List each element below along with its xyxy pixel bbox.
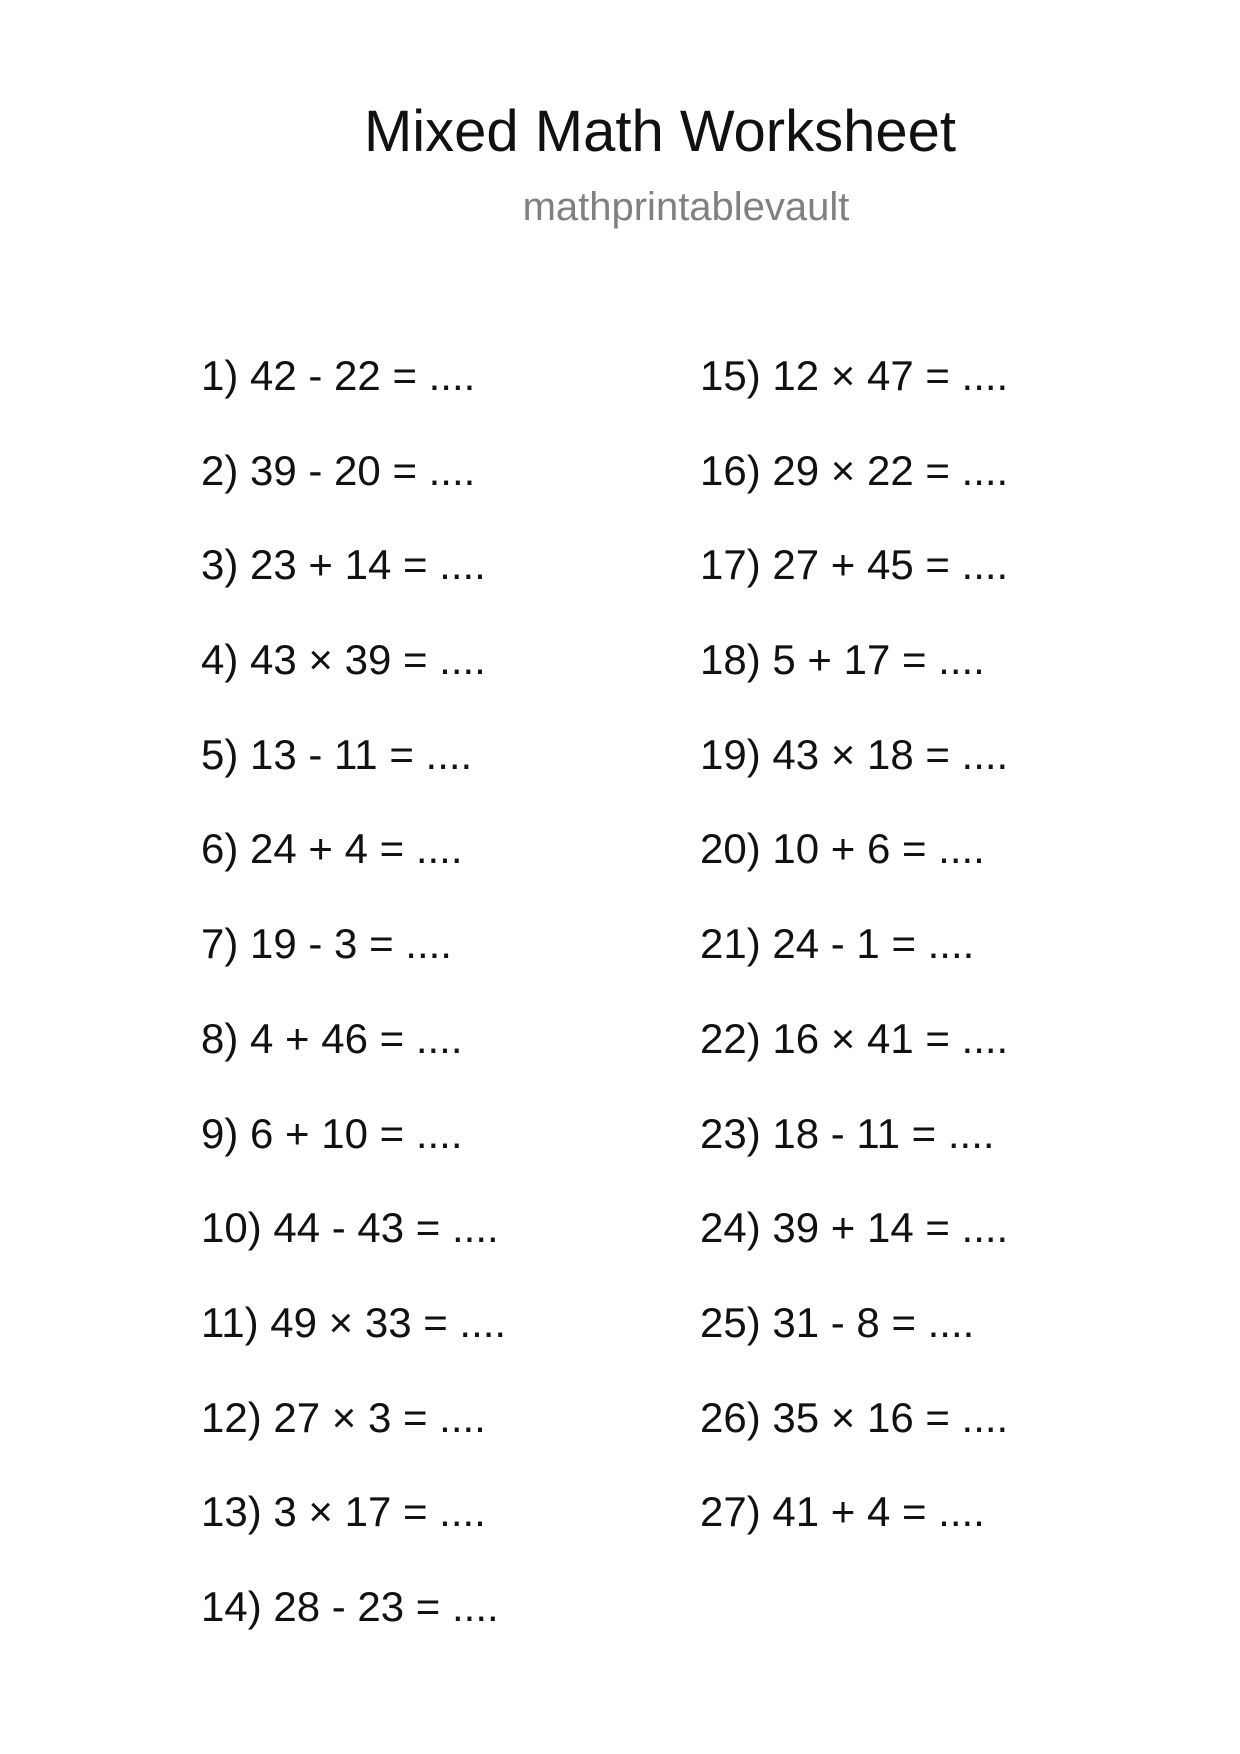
problem-7: 7) 19 - 3 = .... <box>201 920 452 967</box>
problem-21: 21) 24 - 1 = .... <box>700 920 975 967</box>
problem-12: 12) 27 × 3 = .... <box>201 1394 486 1441</box>
problem-10: 10) 44 - 43 = .... <box>201 1204 499 1251</box>
worksheet-subtitle: mathprintablevault <box>522 185 850 229</box>
problem-11: 11) 49 × 33 = .... <box>201 1299 507 1346</box>
problem-9: 9) 6 + 10 = .... <box>201 1110 463 1157</box>
worksheet-title: Mixed Math Worksheet <box>363 99 957 164</box>
problem-4: 4) 43 × 39 = .... <box>201 636 486 683</box>
problem-19: 19) 43 × 18 = .... <box>700 731 1009 778</box>
problem-25: 25) 31 - 8 = .... <box>700 1299 975 1346</box>
problem-13: 13) 3 × 17 = .... <box>201 1488 486 1535</box>
problem-3: 3) 23 + 14 = .... <box>201 541 486 588</box>
problem-6: 6) 24 + 4 = .... <box>201 825 463 872</box>
problem-22: 22) 16 × 41 = .... <box>700 1015 1009 1062</box>
problem-14: 14) 28 - 23 = .... <box>201 1583 499 1630</box>
problem-15: 15) 12 × 47 = .... <box>700 352 1009 399</box>
problem-24: 24) 39 + 14 = .... <box>700 1204 1009 1251</box>
problem-1: 1) 42 - 22 = .... <box>201 352 476 399</box>
problem-5: 5) 13 - 11 = .... <box>201 731 473 778</box>
problem-8: 8) 4 + 46 = .... <box>201 1015 463 1062</box>
problem-18: 18) 5 + 17 = .... <box>700 636 985 683</box>
problem-23: 23) 18 - 11 = .... <box>700 1110 995 1157</box>
problem-27: 27) 41 + 4 = .... <box>700 1488 985 1535</box>
problem-2: 2) 39 - 20 = .... <box>201 447 476 494</box>
problem-20: 20) 10 + 6 = .... <box>700 825 985 872</box>
problem-26: 26) 35 × 16 = .... <box>700 1394 1009 1441</box>
problem-17: 17) 27 + 45 = .... <box>700 541 1009 588</box>
problem-16: 16) 29 × 22 = .... <box>700 447 1009 494</box>
